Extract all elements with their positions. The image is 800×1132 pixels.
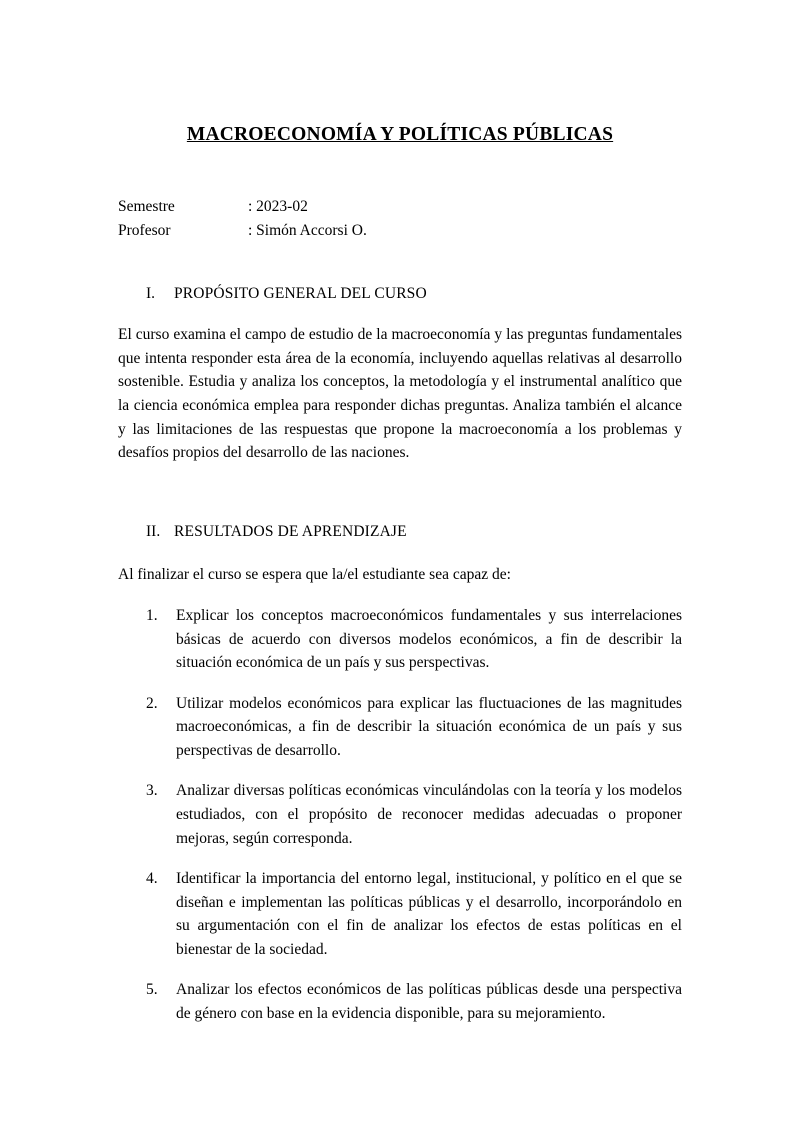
section-spacer	[118, 465, 682, 481]
section-number-2: II.	[146, 522, 161, 540]
section-title-2: RESULTADOS DE APRENDIZAJE	[174, 522, 407, 540]
course-metadata	[118, 195, 682, 243]
list-item-text: Analizar los efectos económicos de las políticas públicas desde una perspectiva de género con base en la evidencia disponible, para su mejoramiento.	[176, 981, 682, 1022]
metadata-value-professor: : Simón Accorsi O.	[248, 222, 367, 240]
list-item-number: 3.	[146, 782, 158, 800]
list-item-number: 2.	[146, 694, 158, 712]
list-item-text: Analizar diversas políticas económicas vinculándolas con la teoría y los modelos estudiados, con el propósito de reconocer medidas adecuadas o proponer mejoras, según corresponda.	[176, 782, 682, 847]
list-item-number: 4.	[146, 870, 158, 888]
list-item	[118, 604, 682, 675]
metadata-label-semester: Semestre	[118, 198, 175, 216]
list-item-number: 1.	[146, 607, 158, 625]
list-item	[118, 692, 682, 763]
list-item	[118, 779, 682, 850]
section-title-1: PROPÓSITO GENERAL DEL CURSO	[174, 285, 427, 303]
page-title: MACROECONOMÍA Y POLÍTICAS PÚBLICAS	[186, 124, 614, 145]
metadata-label-professor: Profesor	[118, 222, 171, 240]
metadata-value-semester: : 2023-02	[248, 198, 308, 216]
section-2-intro: Al finalizar el curso se espera que la/el estudiante sea capaz de:	[118, 565, 511, 583]
section-1-paragraph: El curso examina el campo de estudio de la macroeconomía y las preguntas fundamentales que intenta responder esta área de la economía, incluyendo aquellas relativas al desarrollo sostenible. Estudia y analiza los conceptos, la metodología y el instrumental analítico que la ciencia económica emplea para responder dichas preguntas. Analiza también el alcance y las limitaciones de las respuestas que propone la macroeconomía a los problemas y desafíos propios del desarrollo de las naciones.	[118, 326, 682, 462]
list-item	[118, 978, 682, 1025]
section-number-1: I.	[146, 285, 156, 303]
list-item-number: 5.	[146, 981, 158, 999]
list-item	[118, 867, 682, 961]
section-heading-purpose	[118, 285, 682, 303]
learning-outcomes-list	[118, 604, 682, 1025]
list-item-text: Utilizar modelos económicos para explicar las fluctuaciones de las magnitudes macroeconómicas, a fin de describir la situación económica de un país y sus perspectivas de desarrollo.	[176, 694, 682, 759]
list-item-text: Identificar la importancia del entorno legal, institucional, y político en el que se diseñan e implementan las políticas públicas y el desarrollo, incorporándolo en su argumentación con el fin de analizar los efectos de estas políticas en el bienestar de la sociedad.	[176, 870, 682, 958]
section-heading-outcomes	[118, 523, 682, 541]
metadata-row-professor	[118, 219, 682, 243]
list-item-text: Explicar los conceptos macroeconómicos fundamentales y sus interrelaciones básicas de acuerdo con diversos modelos económicos, a fin de describir la situación económica de un país y sus perspectivas.	[176, 607, 682, 672]
metadata-row-semester	[118, 195, 682, 219]
